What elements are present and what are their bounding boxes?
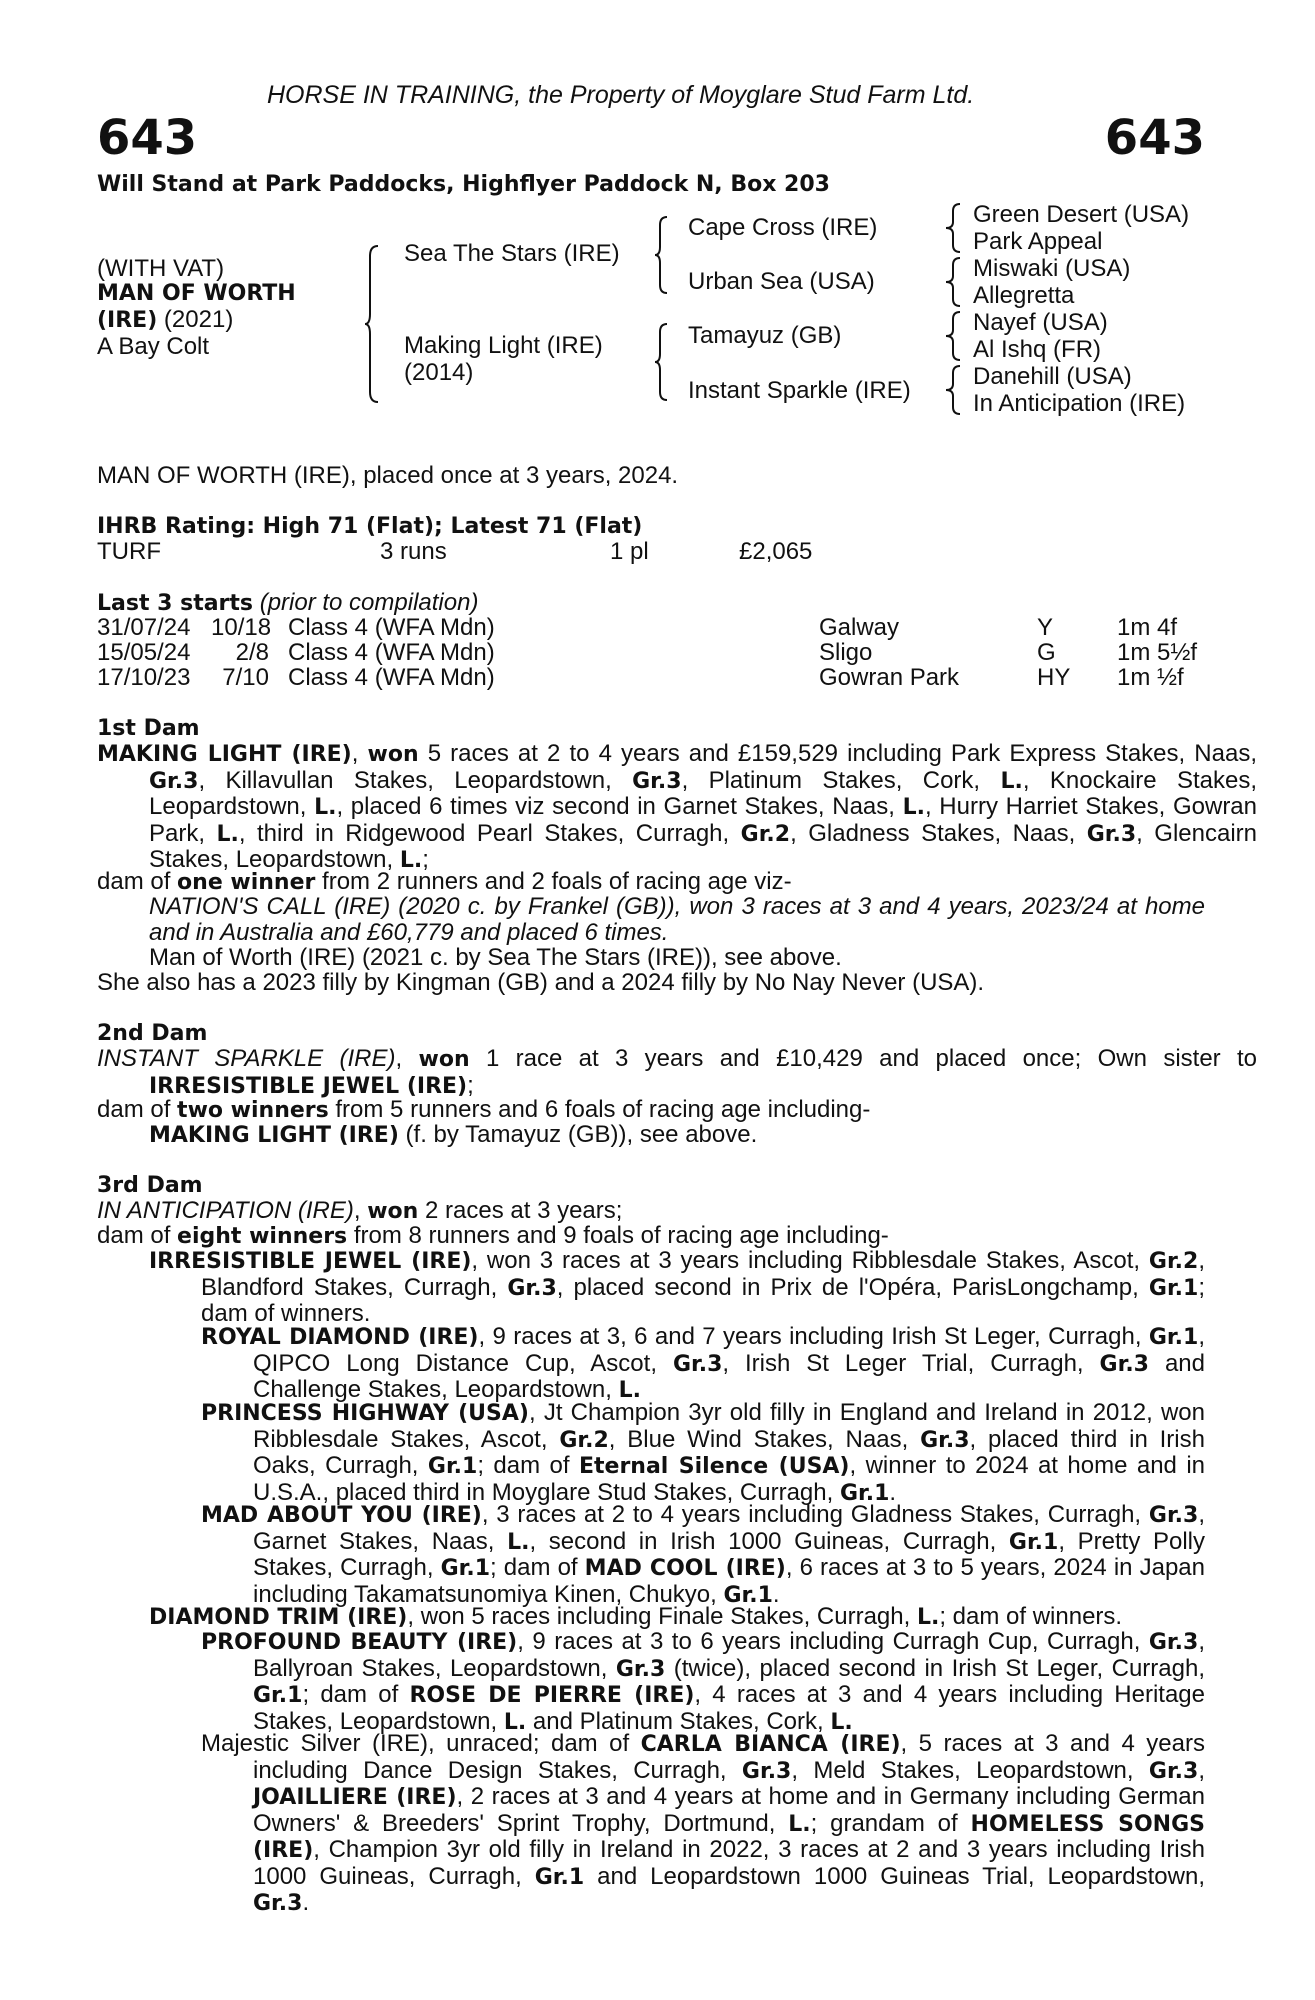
dsd: Al Ishq (FR) (973, 336, 1102, 363)
dam-name: Making Light (IRE) (404, 332, 603, 359)
start-class: Class 4 (WFA Mdn) (288, 614, 495, 641)
first-dam-heading: 1st Dam (97, 716, 200, 741)
start-date: 17/10/23 (97, 664, 191, 691)
start-class: Class 4 (WFA Mdn) (288, 639, 495, 666)
first-dam-record: MAKING LIGHT (IRE), won 5 races at 2 to 4 years and £159,529 including Park Express Stakes, Naas, Gr.3, Killavullan Stakes, Leopardstown, Gr.3, Platinum Stakes, Cork, L., Knockaire Stakes, Leopardstown, L., placed 6 times viz second in Garnet Stakes, Naas, L., Hurry Harriet Stakes, Gowran Park, L., third in Ridgewood Pearl Stakes, Curragh, Gr.2, Gladness Stakes, Naas, Gr.3, Glencairn Stakes, Leopardstown, L.; (97, 740, 1258, 873)
second-dam-heading: 2nd Dam (97, 1021, 208, 1046)
rating-placed: 1 pl (610, 538, 649, 565)
first-dam-foal-nations-call: NATION'S CALL (IRE) (2020 c. by Frankel (GB)), won 3 races at 3 and 4 years, 2023/24 at home and in Australia and £60,779 and placed 6 times. (149, 893, 1205, 946)
second-dam-record: INSTANT SPARKLE (IRE), won 1 race at 3 years and £10,429 and placed once; Own sister to IRRESISTIBLE JEWEL (IRE); (97, 1045, 1258, 1099)
irresistible-jewel-entry: IRRESISTIBLE JEWEL (IRE), won 3 races at 3 years including Ribblesdale Stakes, Ascot, Gr.2, Blandford Stakes, Curragh, Gr.3, placed second in Prix de l'Opéra, ParisLongchamp, Gr.1; dam of winners. (149, 1247, 1206, 1327)
sds: Miswaki (USA) (973, 255, 1131, 282)
start-date: 15/05/24 (97, 639, 191, 666)
mad-about-you-entry: MAD ABOUT YOU (IRE), 3 races at 2 to 4 years including Gladness Stakes, Curragh, Gr.3, Garnet Stakes, Naas, L., second in Irish 1000 Guineas, Curragh, Gr.1, Pretty Polly Stakes, Curragh, Gr.1; dam of MAD COOL (IRE), 6 races at 3 to 5 years, 2024 in Japan including Takamatsunomiya Kinen, Chukyo, Gr.1. (201, 1501, 1206, 1608)
first-dam-other-foals: She also has a 2023 filly by Kingman (GB) and a 2024 filly by No Nay Never (USA). (97, 969, 985, 996)
start-course: Galway (819, 614, 900, 641)
sire-sire: Cape Cross (IRE) (688, 214, 878, 241)
sss: Green Desert (USA) (973, 201, 1190, 228)
start-going: Y (1037, 614, 1054, 641)
rating-heading: IHRB Rating: High 71 (Flat); Latest 71 (Flat) (97, 514, 643, 539)
diamond-trim-entry: DIAMOND TRIM (IRE), won 5 races including Finale Stakes, Curragh, L.; dam of winners. (149, 1603, 1123, 1630)
start-distance: 1m ½f (1117, 664, 1184, 691)
start-course: Gowran Park (819, 664, 960, 691)
first-dam-produce: dam of one winner from 2 runners and 2 foals of racing age viz- (97, 868, 792, 895)
vat-note: (WITH VAT) (97, 255, 225, 282)
start-position: 7/10 (222, 664, 269, 691)
third-dam-produce: dam of eight winners from 8 runners and 9 foals of racing age including- (97, 1222, 889, 1249)
majestic-silver-entry: Majestic Silver (IRE), unraced; dam of CARLA BIANCA (IRE), 5 races at 3 and 4 years including Dance Design Stakes, Curragh, Gr.3, Meld Stakes, Leopardstown, Gr.3, JOAILLIERE (IRE), 2 races at 3 and 4 years at home and in Germany including German Owners' & Breeders' Sprint Trophy, Dortmund, L.; grandam of HOMELESS SONGS (IRE), Champion 3yr old filly in Ireland in 2022, 3 races at 2 and 3 years including Irish 1000 Guineas, Curragh, Gr.1 and Leopardstown 1000 Guineas Trial, Leopardstown, Gr.3. (201, 1730, 1205, 1916)
second-dam-produce: dam of two winners from 5 runners and 6 foals of racing age including- (97, 1096, 871, 1123)
location-line: Will Stand at Park Paddocks, Highflyer Paddock N, Box 203 (97, 172, 830, 197)
start-going: HY (1037, 664, 1071, 691)
dam-dam: Instant Sparkle (IRE) (688, 377, 911, 404)
start-position: 10/18 (211, 614, 272, 641)
start-going: G (1037, 639, 1056, 666)
last-starts-heading: Last 3 starts (prior to compilation) (97, 589, 479, 616)
brace-ds (946, 310, 962, 362)
brace-ss (946, 202, 962, 254)
princess-highway-entry: PRINCESS HIGHWAY (USA), Jt Champion 3yr old filly in England and Ireland in 2012, won Ribblesdale Stakes, Ascot, Gr.2, Blue Wind Stakes, Naas, Gr.3, placed third in Irish Oaks, Curragh, Gr.1; dam of Eternal Silence (USA), winner to 2024 at home and in U.S.A., placed third in Moyglare Stud Stakes, Curragh, Gr.1. (201, 1399, 1205, 1506)
page-subtitle: HORSE IN TRAINING, the Property of Moyglare Stud Farm Ltd. (267, 81, 975, 109)
lot-number-left: 643 (97, 110, 198, 166)
royal-diamond-entry: ROYAL DIAMOND (IRE), 9 races at 3, 6 and 7 years including Irish St Leger, Curragh, Gr.1, QIPCO Long Distance Cup, Ascot, Gr.3, Irish St Leger Trial, Curragh, Gr.3 and Challenge Stakes, Leopardstown, L. (201, 1323, 1205, 1403)
sdd: Allegretta (973, 282, 1075, 309)
start-class: Class 4 (WFA Mdn) (288, 664, 495, 691)
dss: Nayef (USA) (973, 309, 1108, 336)
second-dam-foal: MAKING LIGHT (IRE) (f. by Tamayuz (GB)), see above. (149, 1121, 758, 1148)
rating-runs: 3 runs (380, 538, 447, 565)
dam-sire: Tamayuz (GB) (688, 322, 842, 349)
dam-year: (2014) (404, 359, 474, 386)
first-dam-foal-man-of-worth: Man of Worth (IRE) (2021 c. by Sea The Stars (IRE)), see above. (149, 944, 842, 971)
sire-dam: Urban Sea (USA) (688, 268, 875, 295)
rating-surface: TURF (97, 538, 161, 565)
third-dam-heading: 3rd Dam (97, 1173, 203, 1198)
start-distance: 1m 4f (1117, 614, 1178, 641)
start-distance: 1m 5½f (1117, 639, 1198, 666)
brace-main (365, 244, 381, 404)
horse-name: MAN OF WORTH (97, 281, 296, 306)
brace-dd (946, 364, 962, 416)
dds: Danehill (USA) (973, 363, 1132, 390)
summary-line: MAN OF WORTH (IRE), placed once at 3 years, 2024. (97, 462, 679, 489)
profound-beauty-entry: PROFOUND BEAUTY (IRE), 9 races at 3 to 6 years including Curragh Cup, Curragh, Gr.3, Ballyroan Stakes, Leopardstown, Gr.3 (twice), placed second in Irish St Leger, Curragh, Gr.1; dam of ROSE DE PIERRE (IRE), 4 races at 3 and 4 years including Heritage Stakes, Leopardstown, L. and Platinum Stakes, Cork, L. (201, 1628, 1205, 1735)
brace-sire (655, 215, 669, 295)
horse-country-year: (IRE) (2021) (97, 306, 234, 333)
rating-earnings: £2,065 (739, 538, 813, 565)
start-date: 31/07/24 (97, 614, 191, 641)
start-course: Sligo (819, 639, 873, 666)
start-position: 2/8 (235, 639, 269, 666)
brace-sd (946, 256, 962, 308)
lot-number-right: 643 (1104, 110, 1205, 166)
brace-dam (655, 322, 669, 402)
horse-description: A Bay Colt (97, 333, 210, 360)
third-dam-record: IN ANTICIPATION (IRE), won 2 races at 3 years; (97, 1197, 623, 1224)
sire-name: Sea The Stars (IRE) (404, 240, 620, 267)
ssd: Park Appeal (973, 228, 1103, 255)
ddd: In Anticipation (IRE) (973, 390, 1186, 417)
